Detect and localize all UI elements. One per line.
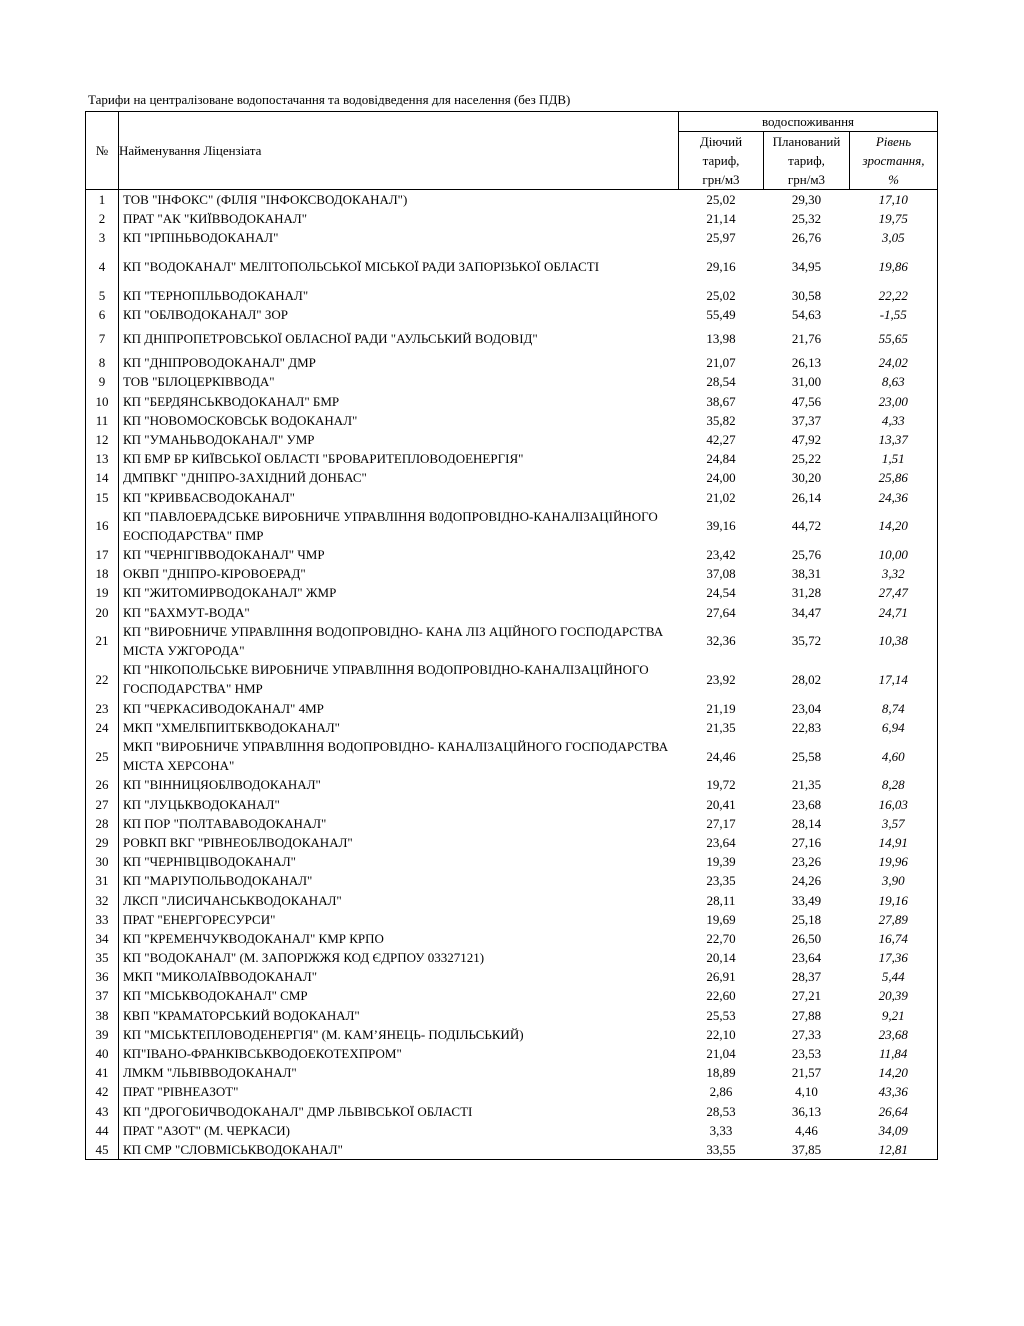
current-tariff: 24,54 — [706, 585, 736, 601]
table-row — [86, 248, 938, 286]
table-row — [86, 1063, 938, 1082]
current-tariff: 21,19 — [706, 700, 736, 716]
header-growth-line: Рівень — [875, 134, 912, 149]
header-current-line: грн/м3 — [702, 172, 740, 187]
planned-tariff: 34,47 — [791, 604, 822, 620]
row-number: 38 — [86, 1006, 119, 1025]
growth-rate: 14,91 — [878, 834, 908, 850]
planned-tariff: 23,64 — [791, 950, 822, 966]
licensee-name: ДМПВКГ "ДНІПРО-ЗАХІДНИЙ ДОНБАС" — [123, 470, 367, 486]
current-tariff: 19,39 — [706, 854, 736, 870]
row-number: 18 — [86, 564, 119, 583]
licensee-name: КП "ВОДОКАНАЛ" (М. ЗАПОРІЖЖЯ КОД ЄДРПОУ 03327121) — [123, 950, 485, 966]
current-tariff: 19,72 — [706, 777, 736, 793]
current-tariff: 20,41 — [706, 796, 736, 812]
row-number: 21 — [86, 622, 119, 660]
licensee-name: КП "ЛУЦЬКВОДОКАНАЛ" — [123, 796, 280, 812]
current-tariff: 24,46 — [706, 748, 736, 764]
table-row — [86, 967, 938, 986]
current-tariff: 27,17 — [706, 815, 736, 831]
growth-rate: 13,37 — [878, 431, 908, 447]
current-tariff: 27,64 — [706, 604, 736, 620]
growth-rate: 43,36 — [878, 1084, 908, 1100]
table-row — [86, 795, 938, 814]
growth-rate: 55,65 — [878, 331, 908, 347]
table-row — [86, 372, 938, 391]
planned-tariff: 25,18 — [791, 911, 822, 927]
planned-tariff: 28,37 — [791, 969, 822, 985]
table-row — [86, 699, 938, 718]
current-tariff: 38,67 — [706, 393, 736, 409]
growth-rate: -1,55 — [879, 307, 907, 323]
planned-tariff: 25,32 — [791, 211, 822, 227]
header-number: № — [86, 112, 119, 190]
row-number: 42 — [86, 1082, 119, 1101]
planned-tariff: 22,83 — [791, 719, 822, 735]
planned-tariff: 23,68 — [791, 796, 822, 812]
row-number: 41 — [86, 1063, 119, 1082]
row-number: 2 — [86, 209, 119, 228]
table-body — [86, 190, 938, 1160]
row-number: 39 — [86, 1025, 119, 1044]
planned-tariff: 31,00 — [791, 374, 822, 390]
row-number: 35 — [86, 948, 119, 967]
table-row — [86, 487, 938, 506]
growth-rate: 19,86 — [878, 259, 908, 275]
licensee-name: КП БМР БР КИЇВСЬКОЇ ОБЛАСТІ "БРОВАРИТЕПЛОВОДОЕНЕРГІЯ" — [123, 451, 524, 467]
licensee-name: КП "НІКОПОЛЬСЬКЕ ВИРОБНИЧЕ УПРАВЛІННЯ ВОДОПРОВІДНО-КАНАЛІЗАЦІЙНОГО ГОСПОДАРСТВА" НМР — [123, 662, 649, 697]
growth-rate: 19,75 — [878, 211, 908, 227]
current-tariff: 26,91 — [706, 969, 736, 985]
planned-tariff: 27,88 — [791, 1007, 822, 1023]
current-tariff: 21,02 — [706, 489, 736, 505]
planned-tariff: 30,20 — [791, 470, 822, 486]
table-row — [86, 449, 938, 468]
planned-tariff: 31,28 — [791, 585, 822, 601]
planned-tariff: 21,76 — [791, 331, 822, 347]
growth-rate: 8,28 — [881, 777, 905, 793]
current-tariff: 24,84 — [706, 451, 736, 467]
growth-rate: 3,57 — [881, 815, 905, 831]
licensee-name: РОВКП ВКГ "РІВНЕОБЛВОДОКАНАЛ" — [123, 834, 353, 850]
row-number: 22 — [86, 660, 119, 698]
table-row — [86, 1082, 938, 1101]
growth-rate: 23,68 — [878, 1026, 908, 1042]
licensee-name: КП "ЧЕРНІГІВВОДОКАНАЛ" ЧМР — [123, 547, 325, 563]
licensee-name: МКП "ВИРОБНИЧЕ УПРАВЛІННЯ ВОДОПРОВІДНО- КАНАЛІЗАЦІЙНОГО ГОСПОДАРСТВА МІСТА ХЕРСОНА" — [123, 739, 669, 774]
growth-rate: 16,03 — [878, 796, 908, 812]
licensee-name: ПРАТ "ЕНЕРГОРЕСУРСИ" — [123, 911, 276, 927]
growth-rate: 5,44 — [881, 969, 905, 985]
table-row — [86, 910, 938, 929]
licensee-name: ПРАТ "РІВНЕАЗОТ" — [123, 1084, 239, 1100]
current-tariff: 21,04 — [706, 1046, 736, 1062]
growth-rate: 3,05 — [881, 230, 905, 246]
licensee-name: КП "БАХМУТ-ВОДА" — [123, 604, 250, 620]
current-tariff: 29,16 — [706, 259, 736, 275]
row-number: 45 — [86, 1140, 119, 1160]
table-row — [86, 852, 938, 871]
growth-rate: 3,32 — [881, 566, 905, 582]
table-row — [86, 545, 938, 564]
tariff-table — [85, 111, 938, 1160]
licensee-name: МКП "ХМЕЛБПИІТБКВОДОКАНАЛ" — [123, 719, 340, 735]
row-number: 10 — [86, 392, 119, 411]
licensee-name: КП "ВОДОКАНАЛ" МЕЛІТОПОЛЬСЬКОЇ МІСЬКОЇ РАДИ ЗАПОРІЗЬКОЇ ОБЛАСТІ — [123, 259, 600, 275]
current-tariff: 25,02 — [706, 192, 736, 208]
table-header — [86, 112, 938, 190]
growth-rate: 17,36 — [878, 950, 908, 966]
current-tariff: 19,69 — [706, 911, 736, 927]
growth-rate: 20,39 — [878, 988, 908, 1004]
growth-rate: 14,20 — [878, 1065, 908, 1081]
planned-tariff: 37,85 — [764, 1140, 850, 1160]
licensee-name: КП"ІВАНО-ФРАНКІВСЬКВОДОЕКОТЕХПРОМ" — [123, 1046, 402, 1062]
licensee-name: КП "КРЕМЕНЧУКВОДОКАНАЛ" КМР КРПО — [123, 930, 384, 946]
planned-tariff: 38,31 — [791, 566, 822, 582]
row-number: 37 — [86, 986, 119, 1005]
row-number: 33 — [86, 910, 119, 929]
licensee-name: КП "ПАВЛОЕРАДСЬКЕ ВИРОБНИЧЕ УПРАВЛІННЯ В0ДОПРОВІДНО-КАНАЛІЗАЦІЙНОГО ЕОСПОДАРСТВА" ПМР — [123, 508, 658, 543]
growth-rate: 3,90 — [881, 873, 905, 889]
row-number: 15 — [86, 487, 119, 506]
growth-rate: 24,02 — [878, 355, 908, 371]
header-current-tariff — [679, 132, 764, 190]
growth-rate: 4,60 — [881, 748, 905, 764]
row-number: 44 — [86, 1121, 119, 1140]
table-row — [86, 718, 938, 737]
current-tariff: 22,10 — [706, 1026, 736, 1042]
licensee-name: МКП "МИКОЛАЇВВОДОКАНАЛ" — [123, 969, 318, 985]
row-number: 31 — [86, 871, 119, 890]
row-number: 17 — [86, 545, 119, 564]
row-number: 27 — [86, 795, 119, 814]
row-number: 3 — [86, 228, 119, 247]
current-tariff: 23,42 — [706, 547, 736, 563]
table-row — [86, 1140, 938, 1160]
growth-rate: 8,63 — [881, 374, 905, 390]
table-row — [86, 507, 938, 545]
table-row — [86, 228, 938, 247]
planned-tariff: 23,26 — [791, 854, 822, 870]
table-row — [86, 1044, 938, 1063]
header-current-line: тариф, — [702, 153, 740, 168]
header-planned-tariff — [764, 132, 850, 190]
growth-rate: 23,00 — [878, 393, 908, 409]
planned-tariff: 21,35 — [791, 777, 822, 793]
planned-tariff: 28,14 — [791, 815, 822, 831]
licensee-name: КП ДНІПРОПЕТРОВСЬКОЇ ОБЛАСНОЇ РАДИ "АУЛЬСЬКИЙ ВОДОВІД" — [123, 331, 538, 347]
current-tariff: 24,00 — [706, 470, 736, 486]
growth-rate: 19,16 — [878, 892, 908, 908]
document-title: Тарифи на централізоване водопостачання та водовідведення для населення (без ПДВ) — [88, 92, 571, 107]
current-tariff: 2,86 — [709, 1084, 733, 1100]
current-tariff: 22,70 — [706, 930, 736, 946]
table-row — [86, 392, 938, 411]
licensee-name: ЛКСП "ЛИСИЧАНСЬКВОДОКАНАЛ" — [123, 892, 342, 908]
table-row — [86, 286, 938, 305]
growth-rate: 24,71 — [878, 604, 908, 620]
table-row — [86, 929, 938, 948]
current-tariff: 42,27 — [706, 431, 736, 447]
planned-tariff: 35,72 — [791, 633, 822, 649]
table-row — [86, 583, 938, 602]
current-tariff: 25,53 — [706, 1007, 736, 1023]
growth-rate: 19,96 — [878, 854, 908, 870]
licensee-name: ТОВ "ІНФОКС" (ФІЛІЯ "ІНФОКСВОДОКАНАЛ") — [123, 192, 408, 208]
current-tariff: 28,11 — [706, 892, 736, 908]
row-number: 9 — [86, 372, 119, 391]
growth-rate: 8,74 — [881, 700, 905, 716]
row-number: 25 — [86, 737, 119, 775]
row-number: 30 — [86, 852, 119, 871]
current-tariff: 39,16 — [706, 518, 736, 534]
table-row — [86, 209, 938, 228]
table-row — [86, 305, 938, 324]
planned-tariff: 27,21 — [791, 988, 822, 1004]
licensee-name: ТОВ "БІЛОЦЕРКІВВОДА" — [123, 374, 275, 390]
table-row — [86, 814, 938, 833]
growth-rate: 22,22 — [878, 288, 908, 304]
licensee-name: КП "ЧЕРНІВЦІВОДОКАНАЛ" — [123, 854, 296, 870]
current-tariff: 23,35 — [706, 873, 736, 889]
licensee-name: КП "ДНІПРОВОДОКАНАЛ" ДМР — [123, 355, 316, 371]
licensee-name: КВП "КРАМАТОРСЬКИЙ ВОДОКАНАЛ" — [123, 1007, 360, 1023]
planned-tariff: 24,26 — [791, 873, 822, 889]
current-tariff: 3,33 — [709, 1122, 733, 1138]
table-row — [86, 871, 938, 890]
planned-tariff: 23,53 — [791, 1046, 822, 1062]
licensee-name: КП "УМАНЬВОДОКАНАЛ" УМР — [123, 431, 315, 447]
planned-tariff: 25,58 — [791, 748, 822, 764]
planned-tariff: 27,33 — [791, 1026, 822, 1042]
header-growth-line: % — [888, 172, 899, 187]
licensee-name: КП "ЖИТОМИРВОДОКАНАЛ" ЖМР — [123, 585, 337, 601]
header-planned-line: Планований — [772, 134, 841, 149]
planned-tariff: 23,04 — [791, 700, 822, 716]
licensee-name: ЛМКМ "ЛЬВІВВОДОКАНАЛ" — [123, 1065, 297, 1081]
planned-tariff: 47,56 — [791, 393, 822, 409]
planned-tariff: 44,72 — [791, 518, 822, 534]
table-row — [86, 986, 938, 1005]
licensee-name: КП "ІРПІНЬВОДОКАНАЛ" — [123, 230, 279, 246]
header-growth-line: зростання, — [862, 153, 925, 168]
current-tariff: 18,89 — [706, 1065, 736, 1081]
row-number: 32 — [86, 890, 119, 909]
growth-rate: 17,14 — [878, 671, 908, 687]
licensee-name: КП СМР "СЛОВМІСЬКВОДОКАНАЛ" — [119, 1140, 679, 1160]
growth-rate: 34,09 — [878, 1122, 908, 1138]
planned-tariff: 4,46 — [795, 1122, 818, 1138]
growth-rate: 27,47 — [878, 585, 908, 601]
table-row — [86, 324, 938, 353]
current-tariff: 37,08 — [706, 566, 736, 582]
growth-rate: 14,20 — [878, 518, 908, 534]
current-tariff: 22,60 — [706, 988, 736, 1004]
row-number: 16 — [86, 507, 119, 545]
header-planned-line: тариф, — [788, 153, 825, 168]
table-row — [86, 737, 938, 775]
planned-tariff: 54,63 — [791, 307, 822, 323]
header-current-line: Діючий — [699, 134, 743, 149]
licensee-name: КП "ТЕРНОПІЛЬВОДОКАНАЛ" — [123, 288, 309, 304]
planned-tariff: 29,30 — [791, 192, 822, 208]
current-tariff: 55,49 — [706, 307, 736, 323]
licensee-name: ПРАТ "АК "КИЇВВОДОКАНАЛ" — [123, 211, 307, 227]
growth-rate: 12,81 — [850, 1140, 938, 1160]
planned-tariff: 37,37 — [791, 412, 822, 428]
row-number: 11 — [86, 411, 119, 430]
row-number: 20 — [86, 603, 119, 622]
licensee-name: КП "ВИРОБНИЧЕ УПРАВЛІННЯ ВОДОПРОВІДНО- КАНА ЛІЗ АЦІЙНОГО ГОСПОДАРСТВА МІСТА УЖГОРОДА" — [123, 623, 664, 658]
current-tariff: 35,82 — [706, 412, 736, 428]
growth-rate: 9,21 — [881, 1007, 905, 1023]
header-licensee-name: Найменування Ліцензіата — [119, 112, 679, 190]
planned-tariff: 34,95 — [791, 259, 822, 275]
current-tariff: 23,92 — [706, 671, 736, 687]
planned-tariff: 25,76 — [791, 547, 822, 563]
growth-rate: 17,10 — [878, 192, 908, 208]
licensee-name: КП "МАРІУПОЛЬВОДОКАНАЛ" — [123, 873, 313, 889]
current-tariff: 20,14 — [706, 950, 736, 966]
licensee-name: ПРАТ "АЗОТ" (М. ЧЕРКАСИ) — [123, 1122, 290, 1138]
licensee-name: КП "БЕРДЯНСЬКВОДОКАНАЛ" БМР — [123, 393, 340, 409]
table-row — [86, 1025, 938, 1044]
row-number: 36 — [86, 967, 119, 986]
growth-rate: 27,89 — [878, 911, 908, 927]
row-number: 28 — [86, 814, 119, 833]
table-row — [86, 353, 938, 372]
current-tariff: 21,14 — [706, 211, 736, 227]
growth-rate: 6,94 — [881, 719, 905, 735]
planned-tariff: 33,49 — [791, 892, 822, 908]
current-tariff: 21,07 — [706, 355, 736, 371]
licensee-name: КП "ВІННИЦЯОБЛВОДОКАНАЛ" — [123, 777, 321, 793]
table-row — [86, 660, 938, 698]
current-tariff: 33,55 — [679, 1140, 764, 1160]
growth-rate: 26,64 — [878, 1103, 908, 1119]
licensee-name: КП "МІСЬКВОДОКАНАЛ" СМР — [123, 988, 308, 1004]
row-number: 13 — [86, 449, 119, 468]
row-number: 4 — [86, 248, 119, 286]
current-tariff: 28,53 — [706, 1103, 736, 1119]
table-row — [86, 1102, 938, 1121]
table-row — [86, 468, 938, 487]
row-number: 7 — [86, 324, 119, 353]
growth-rate: 25,86 — [878, 470, 908, 486]
current-tariff: 28,54 — [706, 374, 736, 390]
licensee-name: КП "ДРОГОБИЧВОДОКАНАЛ" ДМР ЛЬВІВСЬКОЇ ОБЛАСТІ — [123, 1103, 473, 1119]
header-planned-line: грн/м3 — [787, 172, 826, 187]
growth-rate: 4,33 — [881, 412, 905, 428]
table-row — [86, 1006, 938, 1025]
table-row — [86, 948, 938, 967]
row-number: 19 — [86, 583, 119, 602]
current-tariff: 25,97 — [706, 230, 736, 246]
growth-rate: 16,74 — [878, 930, 908, 946]
planned-tariff: 21,57 — [791, 1065, 822, 1081]
current-tariff: 13,98 — [706, 331, 736, 347]
row-number: 1 — [86, 190, 119, 210]
row-number: 40 — [86, 1044, 119, 1063]
row-number: 12 — [86, 430, 119, 449]
row-number: 5 — [86, 286, 119, 305]
planned-tariff: 36,13 — [791, 1103, 822, 1119]
current-tariff: 21,35 — [706, 719, 736, 735]
licensee-name: КП "КРИВБАСВОДОКАНАЛ" — [123, 489, 295, 505]
row-number: 29 — [86, 833, 119, 852]
growth-rate: 24,36 — [878, 489, 908, 505]
row-number: 26 — [86, 775, 119, 794]
row-number: 8 — [86, 353, 119, 372]
growth-rate: 10,38 — [878, 633, 908, 649]
licensee-name: КП "ЧЕРКАСИВОДОКАНАЛ" 4МР — [123, 700, 324, 716]
table-row — [86, 564, 938, 583]
table-row — [86, 603, 938, 622]
planned-tariff: 25,22 — [791, 451, 822, 467]
row-number: 6 — [86, 305, 119, 324]
table-row — [86, 775, 938, 794]
licensee-name: КП "ОБЛВОДОКАНАЛ" ЗОР — [123, 307, 288, 323]
planned-tariff: 27,16 — [791, 834, 822, 850]
row-number: 23 — [86, 699, 119, 718]
planned-tariff: 4,10 — [795, 1084, 818, 1100]
current-tariff: 32,36 — [706, 633, 736, 649]
planned-tariff: 26,13 — [791, 355, 822, 371]
licensee-name: КП ПОР "ПОЛТАВАВОДОКАНАЛ" — [123, 815, 327, 831]
planned-tariff: 26,76 — [791, 230, 822, 246]
planned-tariff: 26,50 — [791, 930, 822, 946]
growth-rate: 11,84 — [879, 1046, 908, 1062]
row-number: 24 — [86, 718, 119, 737]
header-growth-rate — [850, 132, 938, 190]
planned-tariff: 26,14 — [791, 489, 822, 505]
table-row — [86, 190, 938, 210]
licensee-name: КП "НОВОМОСКОВСЬК ВОДОКАНАЛ" — [123, 412, 358, 428]
header-water-consumption: водоспоживання — [679, 112, 938, 132]
planned-tariff: 28,02 — [791, 671, 822, 687]
row-number: 43 — [86, 1102, 119, 1121]
growth-rate: 10,00 — [878, 547, 908, 563]
table-row — [86, 430, 938, 449]
current-tariff: 23,64 — [706, 834, 736, 850]
licensee-name: ОКВП "ДНІПРО-КІРОВОЕРАД" — [123, 566, 306, 582]
planned-tariff: 47,92 — [791, 431, 822, 447]
row-number: 34 — [86, 929, 119, 948]
growth-rate: 1,51 — [881, 451, 905, 467]
table-row — [86, 1121, 938, 1140]
table-row — [86, 833, 938, 852]
licensee-name: КП "МІСЬКТЕПЛОВОДЕНЕРГІЯ" (М. КАМ’ЯНЕЦЬ- ПОДІЛЬСЬКИЙ) — [123, 1026, 524, 1042]
table-row — [86, 890, 938, 909]
current-tariff: 25,02 — [706, 288, 736, 304]
row-number: 14 — [86, 468, 119, 487]
table-row — [86, 622, 938, 660]
table-row — [86, 411, 938, 430]
planned-tariff: 30,58 — [791, 288, 822, 304]
